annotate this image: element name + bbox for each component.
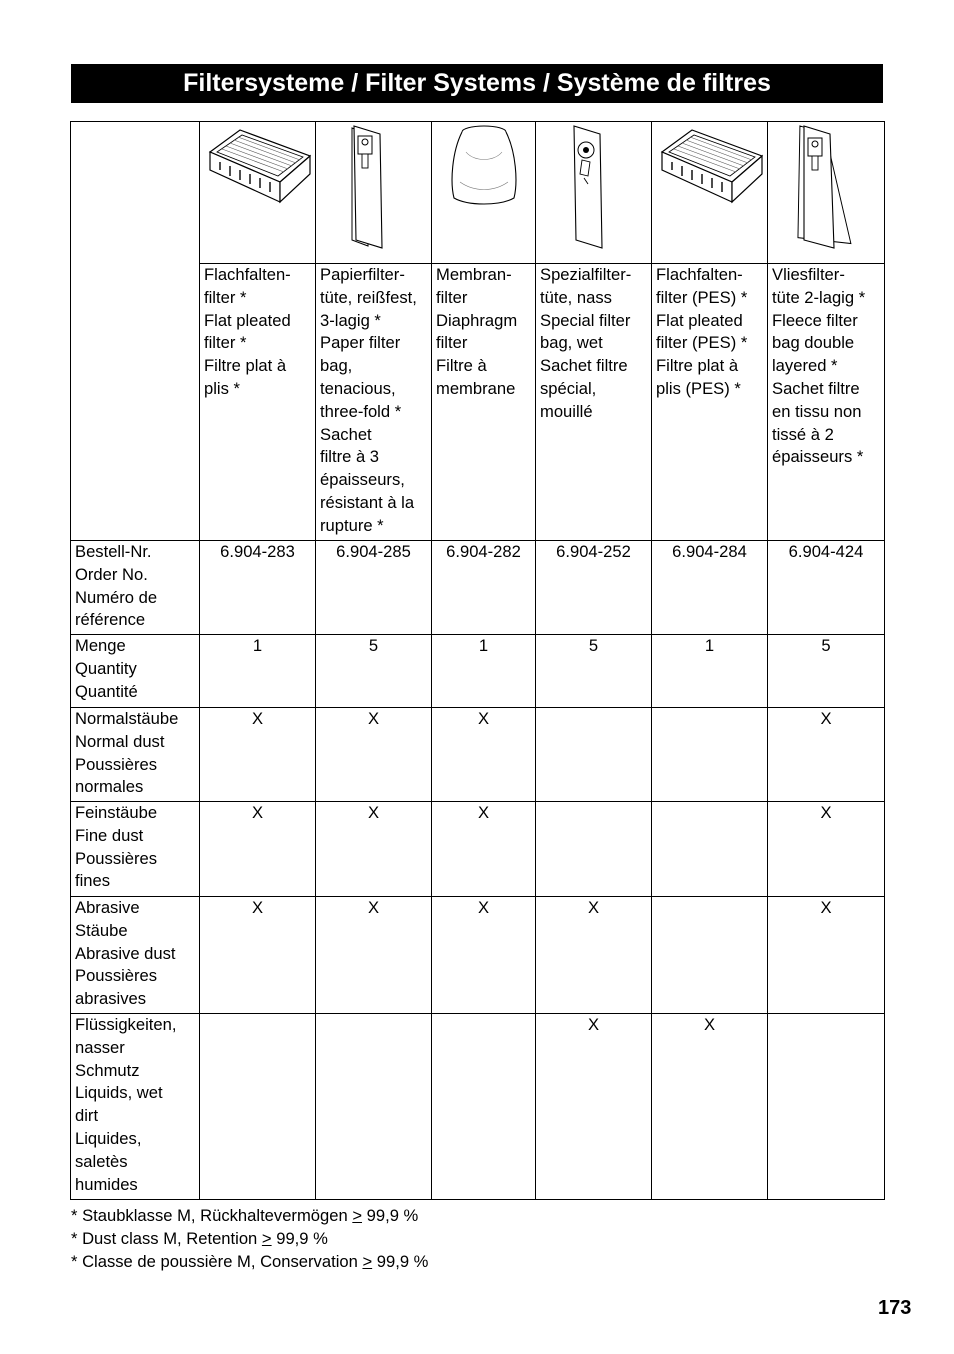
suitability-mark: [652, 708, 768, 802]
row-label: Menge Quantity Quantité: [71, 635, 200, 708]
quantity-cell: 5: [768, 635, 885, 708]
fleece-filter-bag-icon: [796, 122, 856, 252]
suitability-mark: X: [768, 708, 885, 802]
filter-systems-table: [70, 121, 885, 1200]
row-label: Normalstäube Normal dust Poussières normales: [71, 708, 200, 802]
footnote: * Dust class M, Retention > 99,9 %: [71, 1229, 328, 1248]
image-row: [71, 122, 885, 264]
suitability-mark: X: [316, 897, 432, 1014]
fine-dust-row: [71, 802, 885, 897]
quantity-cell: 1: [652, 635, 768, 708]
quantity-row: [71, 635, 885, 708]
quantity-cell: 1: [432, 635, 536, 708]
header-empty-cell: [71, 122, 200, 541]
suitability-mark: X: [200, 708, 316, 802]
image-cell: [768, 122, 885, 264]
image-cell: [536, 122, 652, 264]
suitability-mark: X: [432, 897, 536, 1014]
image-cell: [652, 122, 768, 264]
footnote: * Staubklasse M, Rückhaltevermögen > 99,9 %: [71, 1206, 419, 1225]
suitability-mark: [652, 802, 768, 897]
row-label: Abrasive Stäube Abrasive dust Poussières abrasives: [71, 897, 200, 1014]
image-cell: [200, 122, 316, 264]
filter-description: Spezialfilter- tüte, nass Special filter bag, wet Sachet filtre spécial, mouillé: [536, 264, 652, 541]
row-label: Bestell-Nr. Order No. Numéro de référence: [71, 541, 200, 635]
footnote: * Classe de poussière M, Conservation > 99,9 %: [71, 1252, 429, 1271]
normal-dust-row: [71, 708, 885, 802]
filter-description: Membran- filter Diaphragm filter Filtre à membrane: [432, 264, 536, 541]
suitability-mark: X: [536, 1014, 652, 1200]
flat-pleated-filter-icon: [204, 122, 316, 212]
order-number-cell: 6.904-285: [316, 541, 432, 635]
image-cell: [316, 122, 432, 264]
suitability-mark: X: [768, 897, 885, 1014]
page-number: 173: [878, 1297, 912, 1319]
suitability-mark: [652, 897, 768, 1014]
image-cell: [432, 122, 536, 264]
flat-pleated-filter-pes-icon: [656, 122, 768, 212]
filter-description: Flachfalten- filter * Flat pleated filter * Filtre plat à plis *: [200, 264, 316, 541]
abrasive-dust-row: [71, 897, 885, 1014]
suitability-mark: [768, 1014, 885, 1200]
footnotes: [71, 1204, 428, 1273]
order-number-cell: 6.904-424: [768, 541, 885, 635]
suitability-mark: X: [768, 802, 885, 897]
suitability-mark: X: [432, 802, 536, 897]
suitability-mark: [432, 1014, 536, 1200]
quantity-cell: 5: [316, 635, 432, 708]
liquids-row: [71, 1014, 885, 1200]
suitability-mark: X: [200, 802, 316, 897]
order-number-cell: 6.904-282: [432, 541, 536, 635]
suitability-mark: X: [316, 708, 432, 802]
page-title: Filtersysteme / Filter Systems / Système de filtres: [71, 64, 883, 103]
order-number-row: [71, 541, 885, 635]
row-label: Feinstäube Fine dust Poussières fines: [71, 802, 200, 897]
suitability-mark: X: [536, 897, 652, 1014]
order-number-cell: 6.904-283: [200, 541, 316, 635]
quantity-cell: 5: [536, 635, 652, 708]
suitability-mark: [200, 1014, 316, 1200]
membrane-filter-icon: [444, 122, 524, 208]
special-filter-bag-icon: [564, 122, 624, 252]
paper-filter-bag-icon: [344, 122, 404, 252]
filter-description: Vliesfilter- tüte 2-lagig * Fleece filter bag double layered * Sachet filtre en tissu non tissé à 2 épaisseurs *: [768, 264, 885, 541]
order-number-cell: 6.904-252: [536, 541, 652, 635]
suitability-mark: X: [432, 708, 536, 802]
row-label: Flüssigkeiten, nasser Schmutz Liquids, wet dirt Liquides, saletès humides: [71, 1014, 200, 1200]
filter-description: Papierfilter- tüte, reißfest, 3-lagig * Paper filter bag, tenacious, three-fold * Sachet filtre à 3 épaisseurs, résistant à la rupture *: [316, 264, 432, 541]
suitability-mark: X: [316, 802, 432, 897]
suitability-mark: [316, 1014, 432, 1200]
suitability-mark: X: [200, 897, 316, 1014]
suitability-mark: [536, 708, 652, 802]
order-number-cell: 6.904-284: [652, 541, 768, 635]
suitability-mark: [536, 802, 652, 897]
filter-description: Flachfalten- filter (PES) * Flat pleated filter (PES) * Filtre plat à plis (PES) *: [652, 264, 768, 541]
quantity-cell: 1: [200, 635, 316, 708]
suitability-mark: X: [652, 1014, 768, 1200]
